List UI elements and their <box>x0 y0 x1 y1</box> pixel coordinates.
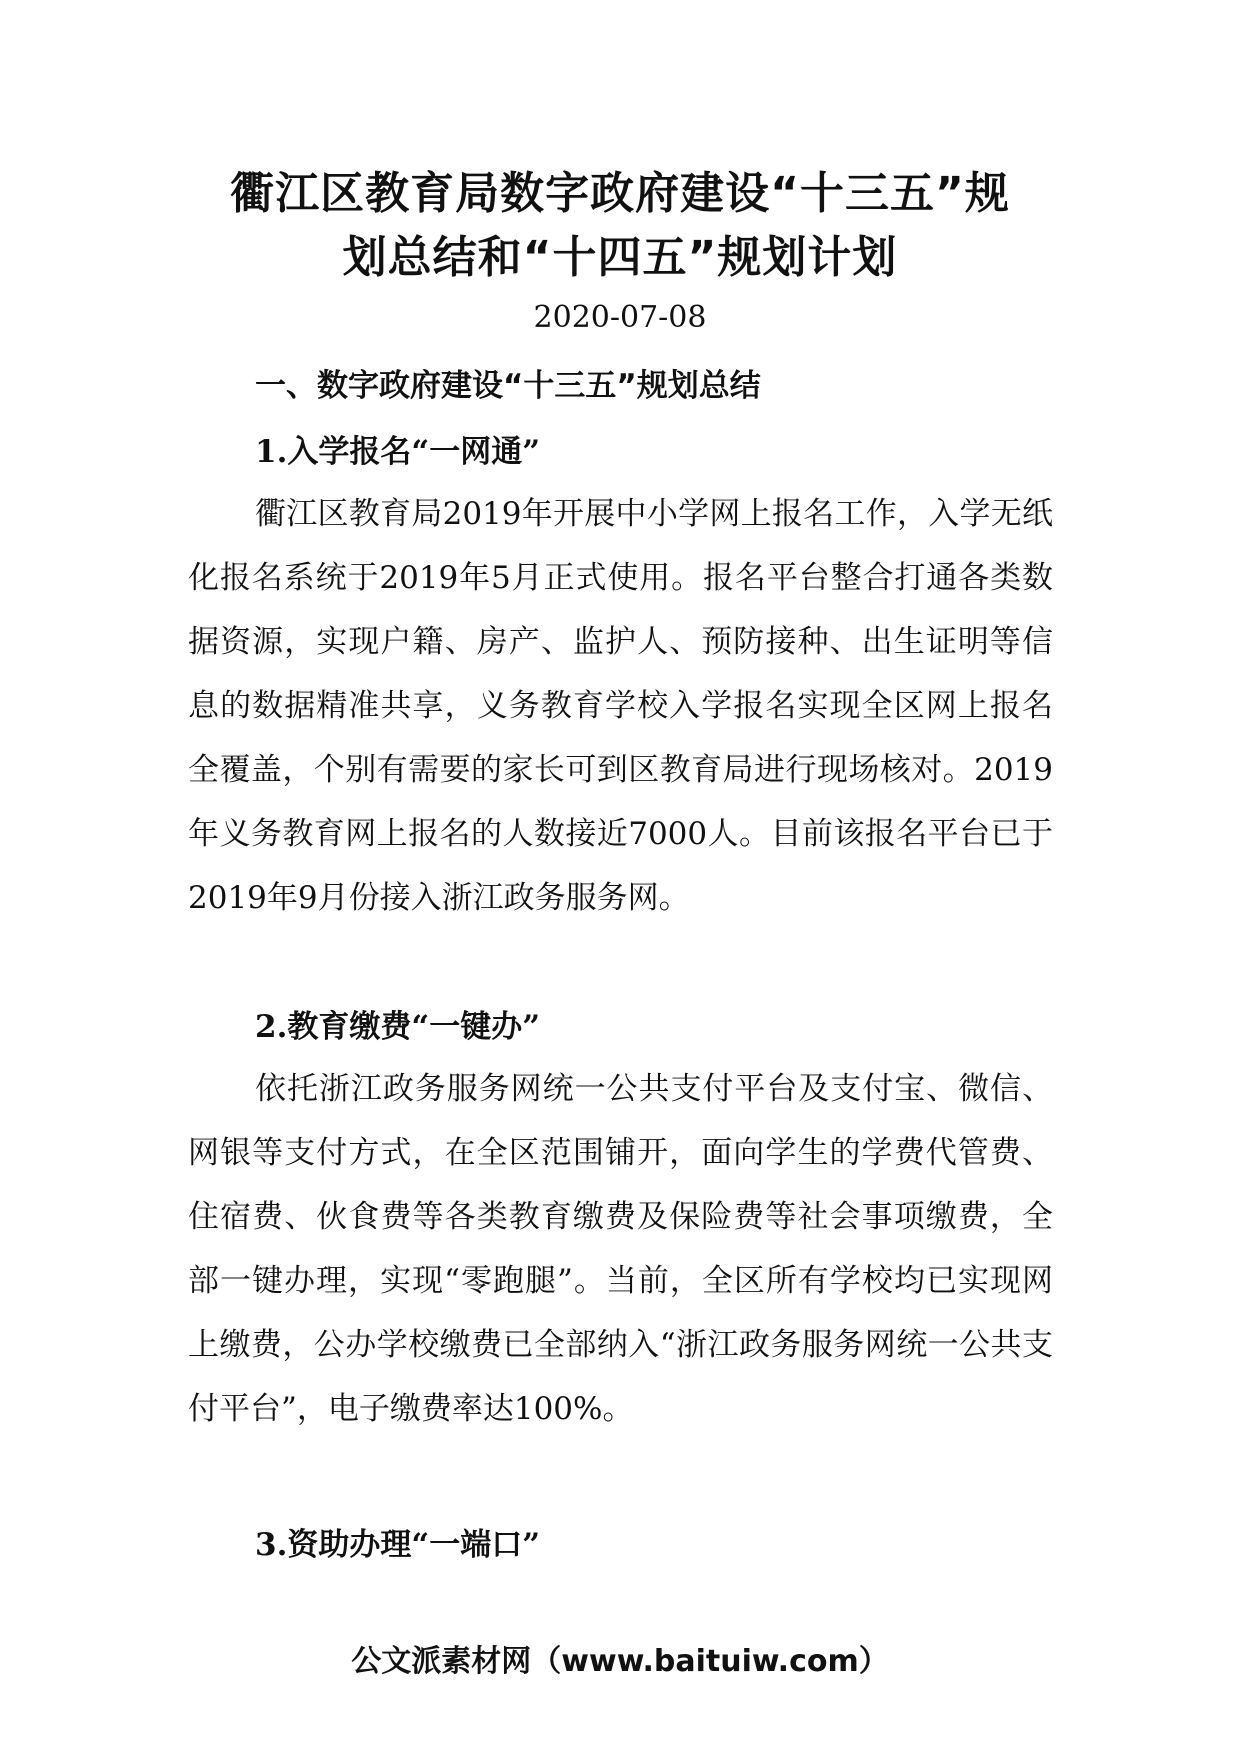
section-heading-1: 一、数字政府建设“十三五”规划总结 <box>255 368 761 404</box>
document-title <box>150 162 1090 290</box>
title-line-1: 衢江区教育局数字政府建设“十三五”规 <box>230 168 1010 219</box>
item-body-2: 依托浙江政务服务网统一公共支付平台及支付宝、微信、网银等支付方式，在全区范围铺开，面向学生的学费代管费、住宿费、伙食费等各类教育缴费及保险费等社会事项缴费，全部一键办理，实现“零跑腿”。当前，全区所有学校均已实现网上缴费，公办学校缴费已全部纳入“浙江政务服务网统一公共支付平台”，电子缴费率达100%。 <box>188 1071 1053 1427</box>
title-line-2: 划总结和“十四五”规划计划 <box>342 232 898 283</box>
item-heading-2: 2.教育缴费“一键办” <box>255 1009 541 1045</box>
item-heading-3: 3.资助办理“一端口” <box>255 1527 541 1563</box>
item-heading-1: 1.入学报名“一网通” <box>255 434 541 470</box>
item-body-1: 衢江区教育局2019年开展中小学网上报名工作，入学无纸化报名系统于2019年5月正式使用。报名平台整合打通各类数据资源，实现户籍、房产、监护人、预防接种、出生证明等信息的数据精准共享，义务教育学校入学报名实现全区网上报名全覆盖，个别有需要的家长可到区教育局进行现场核对。2019年义务教育网上报名的人数接近7000人。目前该报名平台已于2019年9月份接入浙江政务服务网。 <box>188 496 1053 916</box>
footer-source: 公文派素材网（www.baituiw.com） <box>351 1644 889 1679</box>
document-date: 2020-07-08 <box>533 300 707 335</box>
